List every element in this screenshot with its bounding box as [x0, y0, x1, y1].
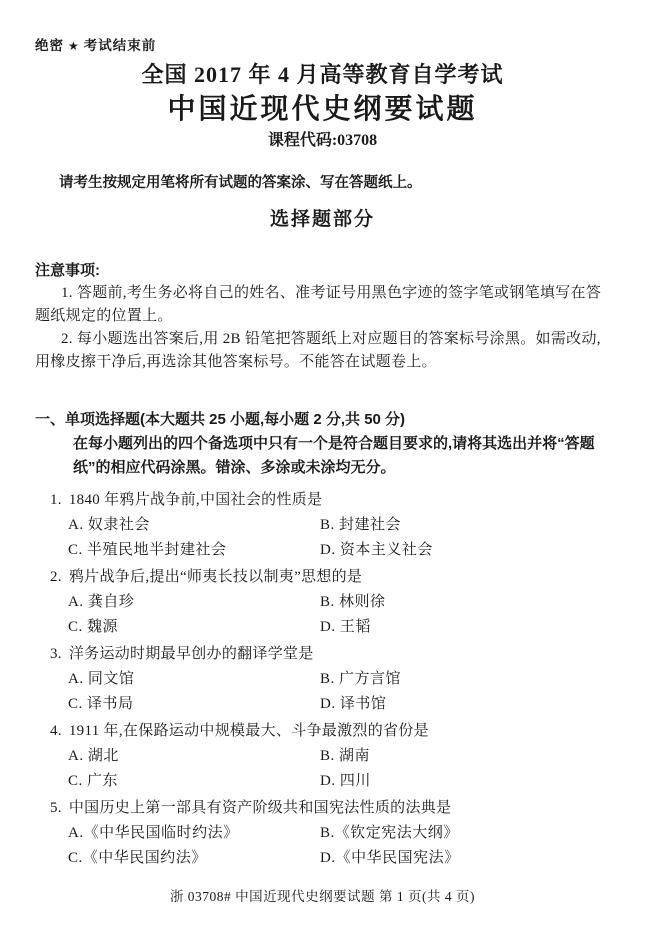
question-text: 中国历史上第一部具有资产阶级共和国宪法性质的法典是: [68, 800, 452, 816]
option-d: D. 资本主义社会: [320, 542, 433, 558]
question-2: [35, 565, 610, 640]
option-c: C.《中华民国约法》: [68, 850, 207, 866]
option-a: A. 龚自珍: [68, 594, 135, 610]
question-number: 3.: [50, 646, 62, 662]
option-a: A.《中华民国临时约法》: [68, 825, 239, 841]
section1-instruction: 在每小题列出的四个备选项中只有一个是符合题目要求的,请将其选出并将“答题纸”的相应代码涂黑。错涂、多涂或未涂均无分。: [73, 435, 595, 476]
classification-prefix: 绝密: [35, 38, 64, 53]
option-a: A. 奴隶社会: [68, 517, 150, 533]
question-number: 2.: [50, 569, 62, 585]
option-d: D. 王韬: [320, 619, 371, 635]
option-d: D. 四川: [320, 773, 371, 789]
question-stem: [35, 642, 610, 667]
question-list: [35, 488, 610, 871]
option-c: C. 译书局: [68, 696, 134, 712]
option-b: B. 林则徐: [320, 594, 386, 610]
question-text: 1840 年鸦片战争前,中国社会的性质是: [68, 492, 323, 508]
question-text: 洋务运动时期最早创办的翻译学堂是: [68, 646, 314, 662]
option-b: B. 湖南: [320, 748, 371, 764]
option-row: [35, 769, 610, 794]
section1-heading: 一、单项选择题(本大题共 25 小题,每小题 2 分,共 50 分): [35, 411, 406, 428]
page-footer: 浙 03708# 中国近现代史纲要试题 第 1 页(共 4 页): [169, 889, 476, 904]
question-stem: [35, 719, 610, 744]
notice-title: 注意事项:: [35, 262, 100, 279]
question-stem: [35, 565, 610, 590]
question-5: [35, 796, 610, 871]
star-icon: ★: [68, 39, 80, 53]
option-c: C. 半殖民地半封建社会: [68, 542, 227, 558]
option-c: C. 广东: [68, 773, 119, 789]
general-instruction: 请考生按规定用笔将所有试题的答案涂、写在答题纸上。: [59, 175, 422, 191]
section-part-heading: 选择题部分: [269, 209, 375, 230]
classification-banner: [35, 38, 610, 54]
question-number: 5.: [50, 800, 62, 816]
question-text: 鸦片战争后,提出“师夷长技以制夷”思想的是: [68, 569, 363, 585]
option-row: [35, 590, 610, 615]
option-c: C. 魏源: [68, 619, 119, 635]
question-text: 1911 年,在保路运动中规模最大、斗争最激烈的省份是: [68, 723, 429, 739]
option-d: D.《中华民国宪法》: [320, 850, 460, 866]
option-row: [35, 538, 610, 563]
question-4: [35, 719, 610, 794]
question-number: 4.: [50, 723, 62, 739]
option-row: [35, 513, 610, 538]
exam-session-title: 全国 2017 年 4 月高等教育自学考试: [141, 62, 504, 87]
option-b: B. 广方言馆: [320, 671, 402, 687]
question-stem: [35, 488, 610, 513]
option-d: D. 译书馆: [320, 696, 387, 712]
notice-item-2: 2. 每小题选出答案后,用 2B 铅笔把答题纸上对应题目的答案标号涂黑。如需改动,用橡皮擦干净后,再选涂其他答案标号。不能答在试题卷上。: [35, 331, 601, 370]
classification-suffix: 考试结束前: [83, 38, 157, 53]
option-row: [35, 667, 610, 692]
question-3: [35, 642, 610, 717]
option-row: [35, 744, 610, 769]
option-row: [35, 692, 610, 717]
option-a: A. 同文馆: [68, 671, 135, 687]
option-row: [35, 846, 610, 871]
question-number: 1.: [50, 492, 62, 508]
option-a: A. 湖北: [68, 748, 119, 764]
course-code: 课程代码:03708: [267, 132, 378, 149]
option-b: B. 封建社会: [320, 517, 402, 533]
page-title: 中国近现代史纲要试题: [167, 93, 478, 124]
notice-item-1: 1. 答题前,考生务必将自己的姓名、准考证号用黑色字迹的签字笔或钢笔填写在答题纸规定的位置上。: [35, 285, 602, 324]
option-b: B.《钦定宪法大纲》: [320, 825, 459, 841]
question-stem: [35, 796, 610, 821]
option-row: [35, 615, 610, 640]
question-1: [35, 488, 610, 563]
option-row: [35, 821, 610, 846]
